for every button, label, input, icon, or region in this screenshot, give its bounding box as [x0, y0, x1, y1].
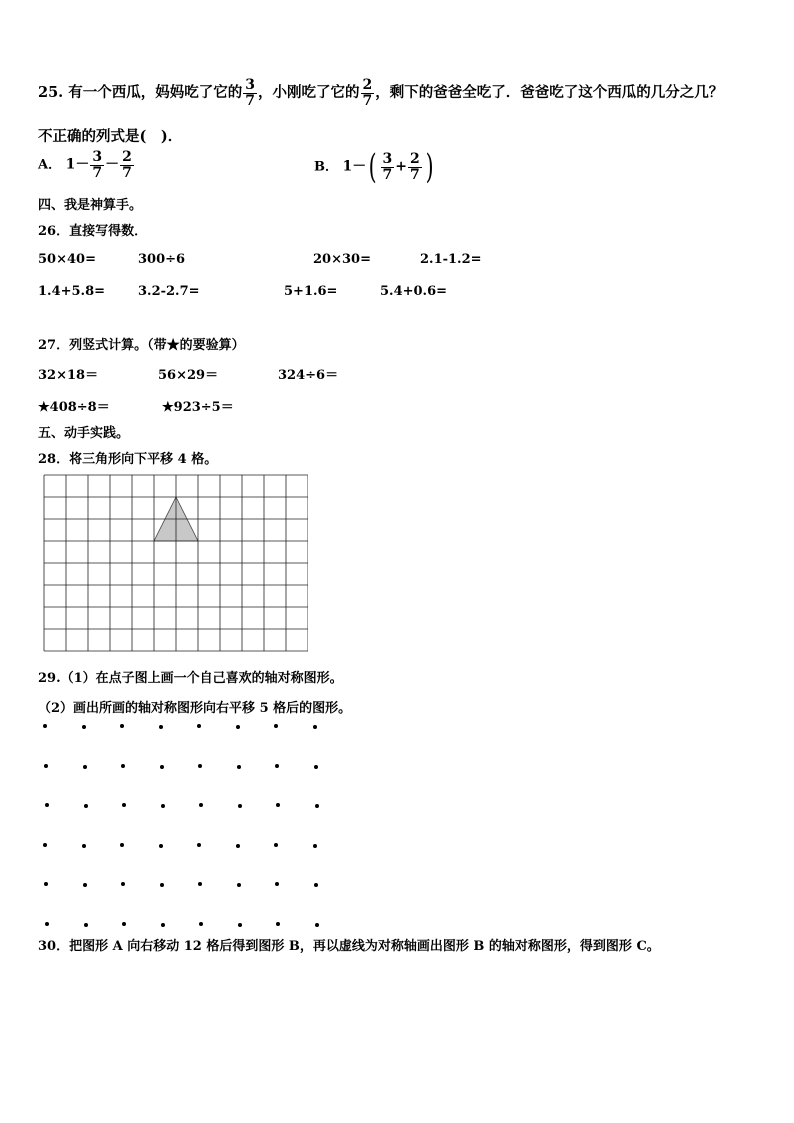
grid-dot[interactable]	[274, 724, 278, 728]
grid-dot[interactable]	[120, 724, 124, 728]
denominator: 7	[362, 92, 373, 109]
grid-dot[interactable]	[161, 804, 165, 808]
fraction	[120, 150, 134, 180]
q27-item: ★923÷5＝	[162, 400, 234, 415]
grid-dot[interactable]	[238, 804, 242, 808]
option-label: B．	[314, 159, 338, 175]
grid-dot[interactable]	[44, 764, 48, 768]
numerator: 3	[382, 150, 393, 167]
grid-dot[interactable]	[197, 724, 201, 728]
grid-dot[interactable]	[276, 803, 280, 807]
grid-dot[interactable]	[121, 882, 125, 886]
q26-item: 3.2-2.7=	[138, 284, 200, 299]
grid-dot[interactable]	[238, 923, 242, 927]
q25-text-b: ，小刚吃了它的	[258, 84, 360, 102]
grid-dot[interactable]	[313, 725, 317, 729]
fraction	[361, 78, 375, 108]
right-paren: )	[425, 147, 434, 187]
grid-dot[interactable]	[83, 765, 87, 769]
section-five-heading: 五、动手实践。	[38, 426, 130, 441]
grid-dot[interactable]	[314, 883, 318, 887]
grid-dot[interactable]	[237, 883, 241, 887]
operator: －	[105, 156, 120, 173]
q27-item: 324÷6＝	[278, 368, 339, 383]
denominator: 7	[382, 166, 393, 183]
grid-dot[interactable]	[199, 922, 203, 926]
grid-dot[interactable]	[160, 765, 164, 769]
q25-line1	[38, 78, 723, 108]
grid-dot[interactable]	[122, 803, 126, 807]
left-paren: (	[368, 147, 377, 187]
numerator: 2	[122, 149, 132, 165]
denominator: 7	[245, 92, 256, 109]
grid-dot[interactable]	[82, 844, 86, 848]
q25-text-a: 25. 有一个西瓜，妈妈吃了它的	[38, 84, 243, 102]
grid-dot[interactable]	[237, 765, 241, 769]
grid-dot[interactable]	[43, 724, 47, 728]
operator: +	[395, 158, 408, 175]
q27-title: 27．列竖式计算。（带★的要验算）	[38, 338, 245, 353]
grid-dot[interactable]	[275, 882, 279, 886]
grid-dot[interactable]	[120, 843, 124, 847]
grid-dot[interactable]	[83, 883, 87, 887]
numerator: 2	[410, 150, 420, 167]
grid-dot[interactable]	[197, 843, 201, 847]
q29-line2: （2）画出所画的轴对称图形向右平移 5 格后的图形。	[38, 701, 352, 716]
option-lead: 1－	[65, 156, 90, 173]
q26-item: 1.4+5.8=	[38, 284, 106, 299]
grid-dot[interactable]	[198, 882, 202, 886]
q25-option-b	[314, 147, 436, 187]
grid-dot[interactable]	[122, 922, 126, 926]
grid-dot[interactable]	[199, 803, 203, 807]
grid-dot[interactable]	[160, 883, 164, 887]
q26-item: 300÷6	[138, 252, 186, 267]
grid-dot[interactable]	[313, 844, 317, 848]
grid-dot[interactable]	[274, 843, 278, 847]
denominator: 7	[122, 164, 132, 181]
grid-dot[interactable]	[198, 764, 202, 768]
q27-item: 32×18＝	[38, 368, 99, 383]
q26-item: 20×30=	[313, 252, 371, 267]
grid-dot[interactable]	[82, 725, 86, 729]
grid-dot[interactable]	[314, 765, 318, 769]
grid-dot[interactable]	[45, 922, 49, 926]
q29-line1: 29.（1）在点子图上画一个自己喜欢的轴对称图形。	[38, 671, 343, 686]
grid-dot[interactable]	[84, 804, 88, 808]
fraction	[243, 78, 257, 108]
fraction	[381, 152, 395, 182]
numerator: 2	[362, 77, 373, 93]
fraction	[90, 150, 104, 180]
grid-dot[interactable]	[315, 804, 319, 808]
denominator: 7	[92, 164, 103, 181]
grid-dot[interactable]	[43, 843, 47, 847]
grid-dot[interactable]	[121, 764, 125, 768]
grid-dot[interactable]	[159, 844, 163, 848]
square-grid[interactable]	[43, 474, 308, 657]
numerator: 3	[92, 149, 103, 165]
grid-dot[interactable]	[45, 803, 49, 807]
denominator: 7	[410, 166, 420, 183]
option-lead: 1－	[342, 158, 367, 175]
q25-text-c: ，剩下的爸爸全吃了．爸爸吃了这个西瓜的几分之几？	[375, 84, 724, 102]
numerator: 3	[245, 77, 256, 93]
q25-line2: 不正确的列式是( )．	[38, 128, 183, 145]
grid-dot[interactable]	[275, 764, 279, 768]
grid-dot[interactable]	[236, 844, 240, 848]
section-four-heading: 四、我是神算手。	[38, 198, 143, 213]
fraction	[408, 152, 422, 182]
grid-dot[interactable]	[159, 725, 163, 729]
q28-title: 28．将三角形向下平移 4 格。	[38, 452, 218, 467]
q26-item: 50×40=	[38, 252, 96, 267]
q25-option-a	[38, 150, 135, 180]
grid-dot[interactable]	[236, 725, 240, 729]
option-label: A．	[38, 157, 62, 173]
q30-text: 30．把图形 A 向右移动 12 格后得到图形 B，再以虚线为对称轴画出图形 B 的轴对称图形，得到图形 C。	[38, 939, 660, 954]
grid-dot[interactable]	[315, 923, 319, 927]
q27-item: 56×29＝	[158, 368, 219, 383]
q26-title: 26．直接写得数．	[38, 224, 148, 239]
grid-dot[interactable]	[161, 923, 165, 927]
q26-item: 2.1-1.2=	[420, 252, 482, 267]
q26-item: 5.4+0.6=	[380, 284, 448, 299]
grid-dot[interactable]	[44, 882, 48, 886]
q27-item: ★408÷8＝	[38, 400, 110, 415]
q26-item: 5+1.6=	[284, 284, 338, 299]
grid-dot[interactable]	[84, 923, 88, 927]
grid-dot[interactable]	[276, 922, 280, 926]
